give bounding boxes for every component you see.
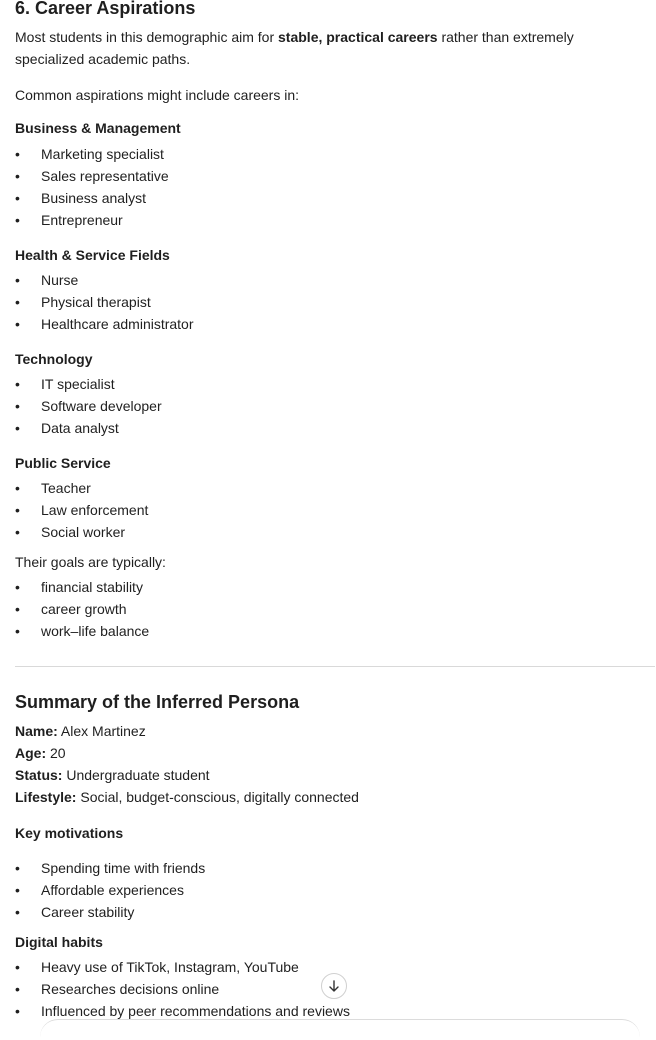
- persona-age: Age: 20: [15, 745, 66, 761]
- key-motivations-title: Key motivations: [15, 825, 124, 841]
- section-divider: [15, 666, 655, 667]
- persona-lifestyle: Lifestyle: Social, budget-conscious, digitally connected: [15, 789, 359, 805]
- group-title-public-service: Public Service: [15, 455, 111, 471]
- arrow-down-icon: [327, 979, 341, 993]
- digital-habits-title: Digital habits: [15, 934, 103, 950]
- common-aspirations-label: Common aspirations might include careers in:: [15, 87, 300, 103]
- group-title-business: Business & Management: [15, 120, 181, 136]
- persona-name: Name: Alex Martinez: [15, 723, 146, 739]
- persona-status: Status: Undergraduate student: [15, 767, 210, 783]
- group-title-technology: Technology: [15, 351, 93, 367]
- scroll-to-bottom-button[interactable]: [321, 973, 347, 999]
- goals-label: Their goals are typically:: [15, 554, 166, 570]
- section-heading-summary: Summary of the Inferred Persona: [15, 692, 300, 712]
- group-title-health: Health & Service Fields: [15, 247, 170, 263]
- composer-edge: [40, 1019, 640, 1040]
- section-heading-career: 6. Career Aspirations: [15, 0, 196, 18]
- career-intro: Most students in this demographic aim for stable, practical careers rather than extremely specialized academic paths.: [15, 29, 574, 67]
